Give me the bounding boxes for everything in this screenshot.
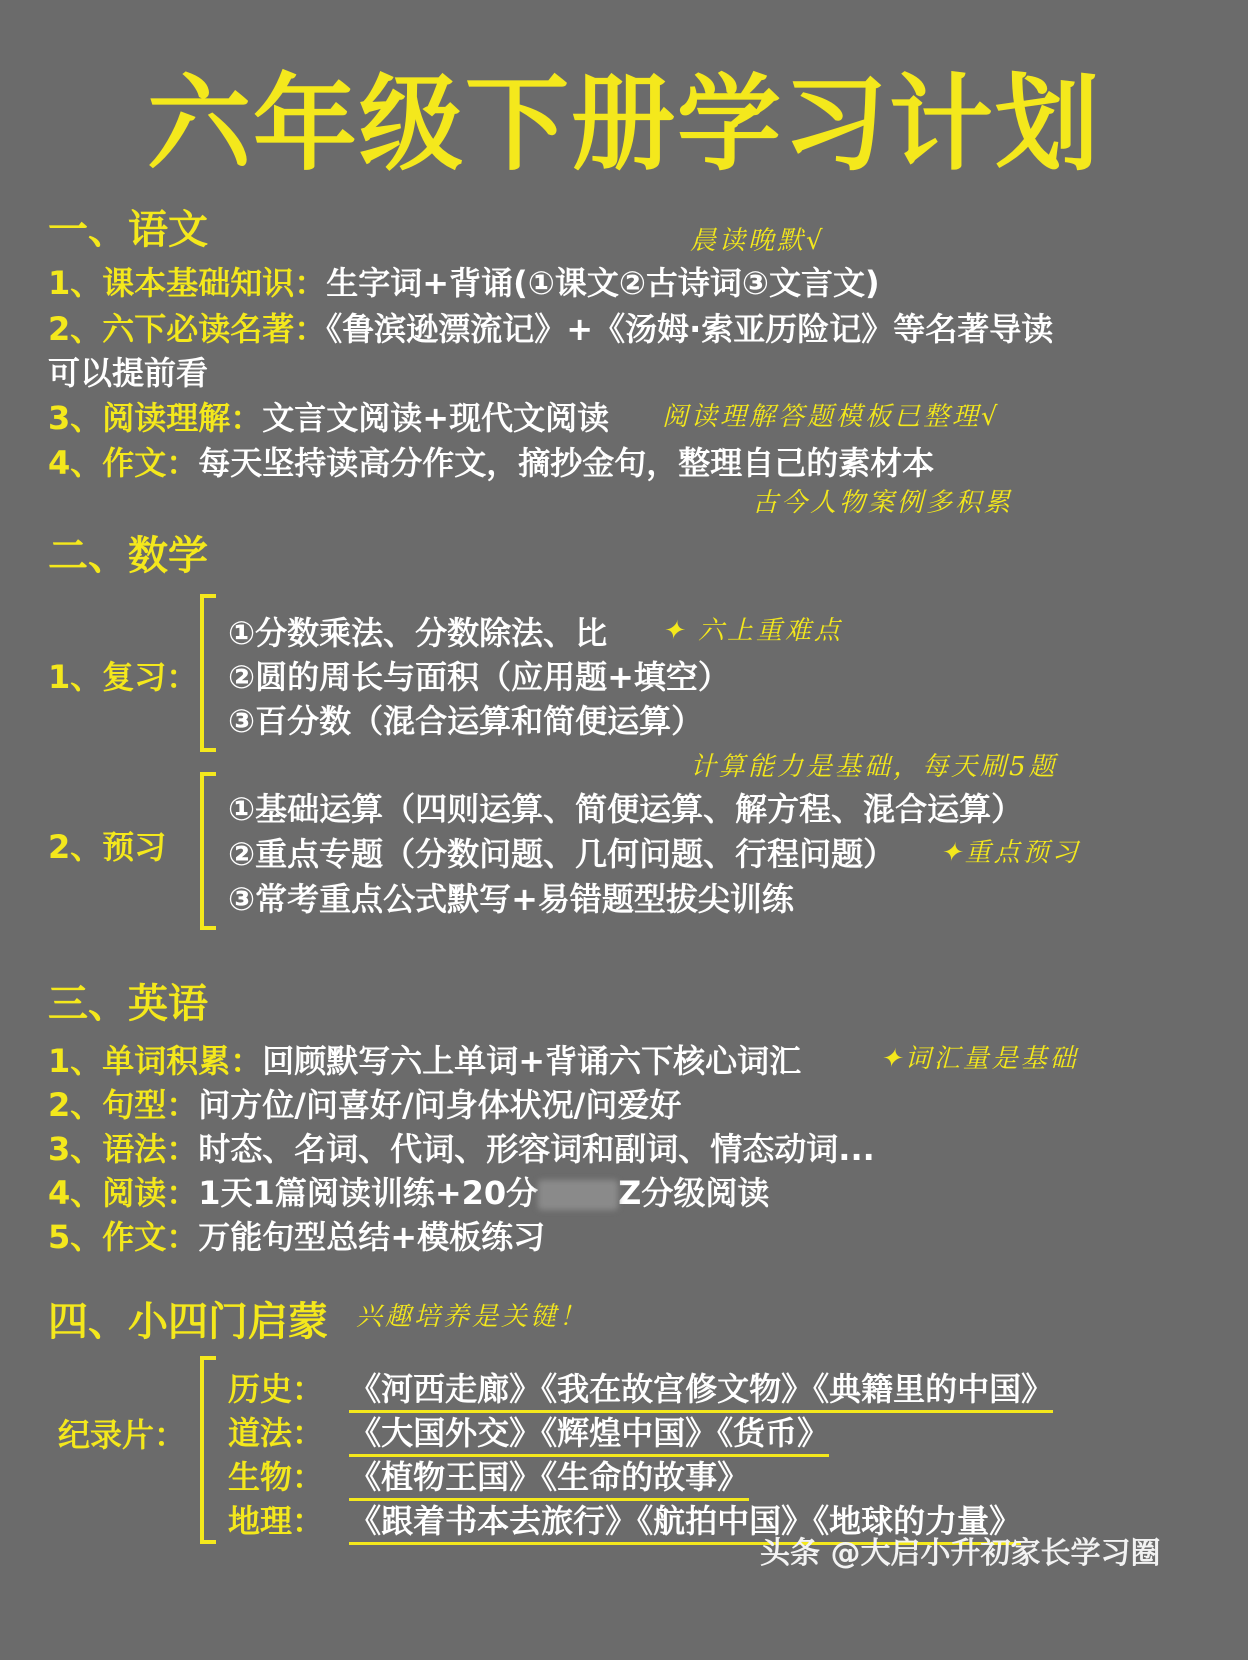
note-key-difficulty: ✦ 六上重难点 (662, 616, 844, 646)
chinese-item-2-cont: 可以提前看 (48, 354, 209, 392)
watermark: 头条 @大启小升初家长学习圈 (760, 1536, 1161, 1571)
item-text: 万能句型总结+模板练习 (198, 1218, 546, 1256)
section-heading-minor-subjects: 四、小四门启蒙 (48, 1299, 328, 1345)
item-label: 2、句型： (48, 1086, 199, 1124)
note-calc-ability: 计算能力是基础，每天刷5题 (690, 752, 1058, 782)
math-preview-label (48, 822, 166, 868)
section-heading-english: 三、英语 (48, 981, 208, 1027)
subject-label: 生物： (228, 1458, 325, 1496)
item-label: 4、作文： (48, 444, 199, 482)
item-label: 1、单词积累： (48, 1042, 263, 1080)
review-label-text: 1、复习： (48, 658, 199, 696)
math-review-line-3: ③百分数（混合运算和简便运算） (228, 702, 704, 740)
english-item-5 (48, 1212, 545, 1258)
item-label: 1、课本基础知识： (48, 264, 327, 302)
math-review-line-2: ②圆的周长与面积（应用题+填空） (228, 658, 730, 696)
item-text: 每天坚持读高分作文，摘抄金句，整理自己的素材本 (198, 444, 935, 482)
math-preview-line-2: ②重点专题（分数问题、几何问题、行程问题） (228, 835, 896, 873)
math-review-label (48, 652, 198, 698)
documentary-row-biology (228, 1452, 749, 1498)
item-text: 回顾默写六上单词+背诵六下核心词汇 (262, 1042, 802, 1080)
documentary-titles: 《跟着书本去旅行》《航拍中国》《地球的力量》 (349, 1502, 1021, 1545)
item-text: 文言文阅读+现代文阅读 (262, 399, 610, 437)
bracket-documentaries (200, 1356, 216, 1544)
item-text-after: Z分级阅读 (618, 1174, 770, 1212)
note-reading-template: 阅读理解答题模板已整理√ (662, 402, 1001, 432)
english-item-3 (48, 1124, 875, 1170)
note-material: 古今人物案例多积累 (752, 488, 1014, 518)
section-heading-chinese: 一、语文 (48, 207, 208, 253)
item-label: 3、阅读理解： (48, 399, 263, 437)
item-label: 5、作文： (48, 1218, 199, 1256)
chinese-item-1 (48, 258, 880, 304)
subject-label: 地理： (228, 1502, 325, 1540)
item-text: 时态、名词、代词、形容词和副词、情态动词... (198, 1130, 875, 1168)
documentary-titles: 《大国外交》《辉煌中国》《货币》 (349, 1414, 829, 1457)
item-text: 生字词+背诵(①课文②古诗词③文言文) (326, 264, 880, 302)
item-label: 2、六下必读名著： (48, 310, 327, 348)
blurred-region (538, 1180, 618, 1210)
subject-label: 道法： (228, 1414, 325, 1452)
documentary-row-history (228, 1364, 1053, 1410)
item-text: 1天1篇阅读训练+20分 (198, 1174, 539, 1212)
math-preview-line-3: ③常考重点公式默写+易错题型拔尖训练 (228, 880, 794, 918)
item-text: 问方位/问喜好/问身体状况/问爱好 (198, 1086, 682, 1124)
subject-label: 历史： (228, 1370, 325, 1408)
note-interest: 兴趣培养是关键！ (356, 1302, 589, 1332)
math-preview-line-1: ①基础运算（四则运算、简便运算、解方程、混合运算） (228, 790, 1024, 828)
english-item-2 (48, 1080, 681, 1126)
chinese-item-2 (48, 304, 1053, 350)
item-text: 《鲁滨逊漂流记》+《汤姆·索亚历险记》等名著导读 (326, 310, 1054, 348)
documentary-titles: 《植物王国》《生命的故事》 (349, 1458, 749, 1501)
item-label: 4、阅读： (48, 1174, 199, 1212)
page-title: 六年级下册学习计划 (146, 63, 1101, 185)
english-item-4 (48, 1168, 769, 1214)
preview-label-text: 2、预习 (48, 828, 167, 866)
documentary-row-morality-law (228, 1408, 829, 1454)
documentary-label-text: 纪录片： (58, 1416, 187, 1454)
math-review-line-1: ①分数乘法、分数除法、比 (228, 614, 608, 652)
chinese-item-4 (48, 438, 934, 484)
documentary-titles: 《河西走廊》《我在故宫修文物》《典籍里的中国》 (349, 1370, 1053, 1413)
section-heading-math: 二、数学 (48, 533, 208, 579)
english-item-1 (48, 1036, 801, 1082)
item-label: 3、语法： (48, 1130, 199, 1168)
note-vocabulary: ✦词汇量是基础 (880, 1044, 1079, 1074)
note-preview-focus: ✦重点预习 (940, 838, 1081, 868)
chinese-item-3 (48, 393, 609, 439)
bracket-review (200, 594, 216, 752)
documentary-label (58, 1410, 186, 1456)
bracket-preview (200, 772, 216, 930)
note-morning-reading: 晨读晚默√ (690, 226, 826, 256)
